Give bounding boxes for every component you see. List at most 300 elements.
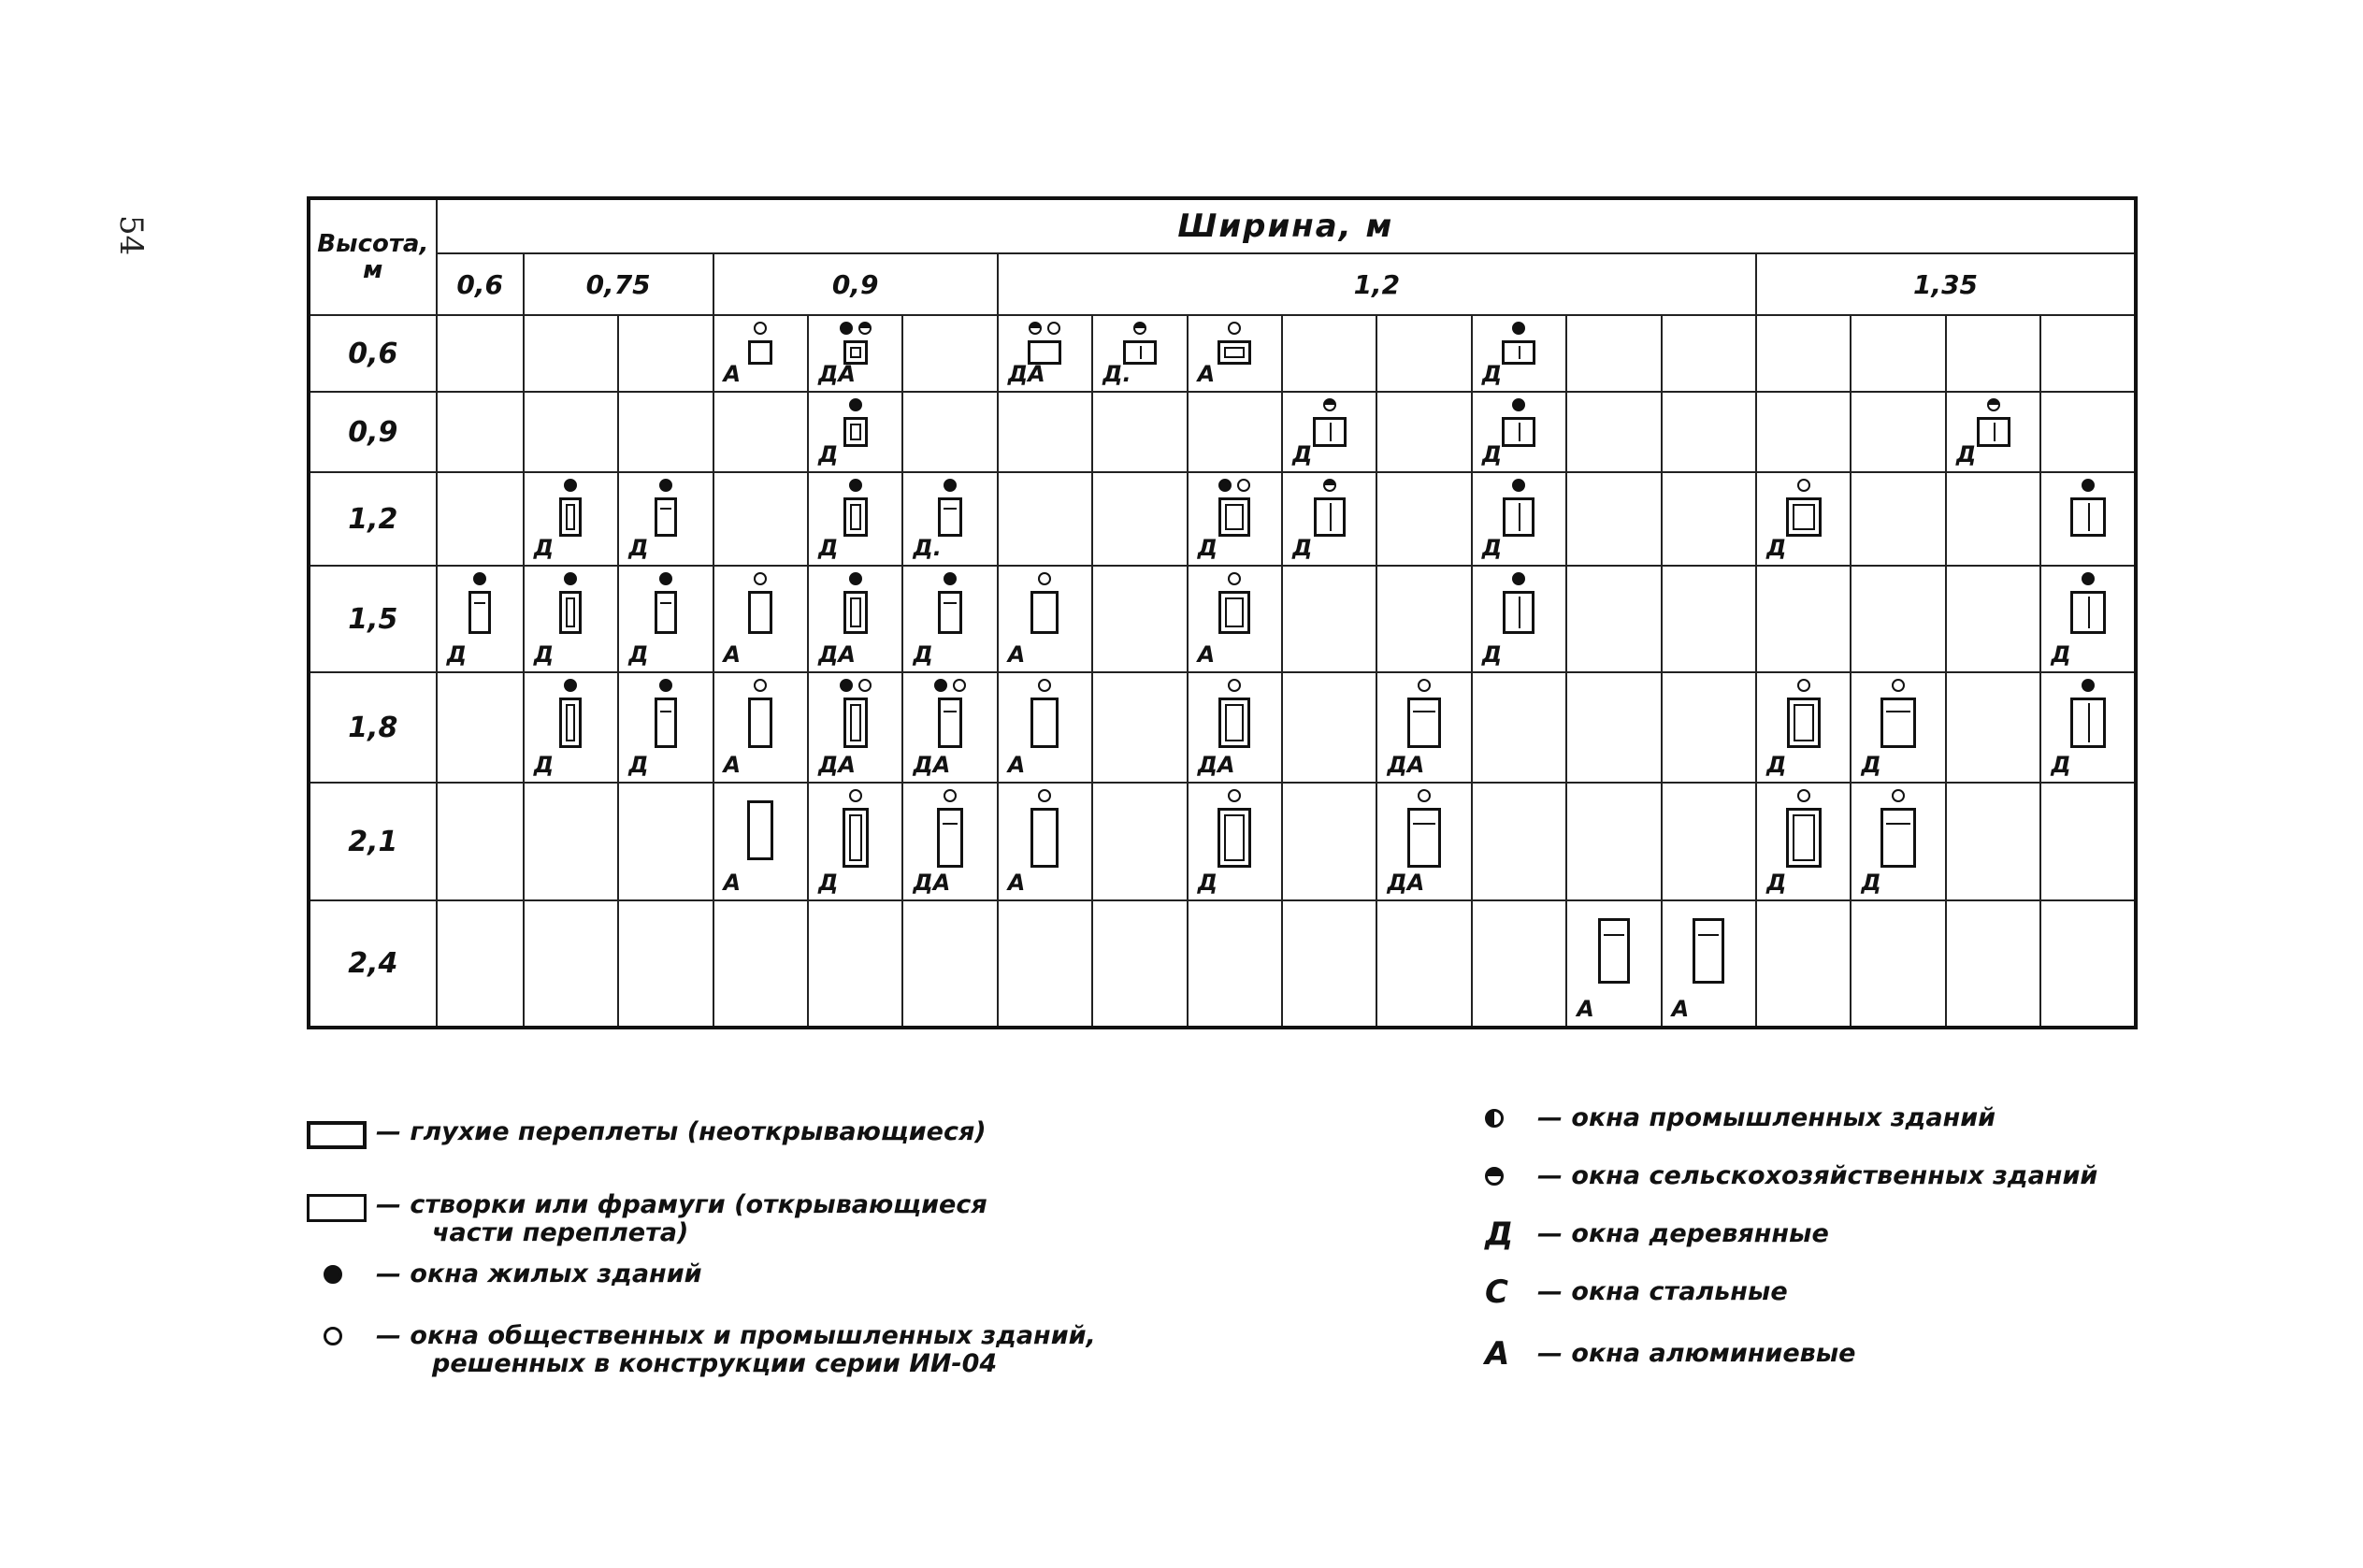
window-icon (2070, 698, 2106, 748)
empty-cell (1662, 672, 1756, 783)
window-cell (1756, 672, 1851, 783)
empty-cell (998, 472, 1092, 566)
empty-cell (1188, 392, 1282, 472)
industrial-dot-icon (1987, 398, 2000, 411)
table-row (309, 783, 2136, 900)
residential-dot-icon (944, 572, 957, 585)
material-label: ДА (913, 870, 951, 896)
material-label: Д (628, 752, 649, 778)
empty-cell (998, 900, 1092, 1028)
material-label: Д (1197, 535, 1218, 561)
height-label: 1,2 (309, 472, 437, 566)
material-label: Д (913, 641, 933, 668)
legend-text-continued: части переплета) (432, 1218, 689, 1247)
empty-cell (1946, 315, 2040, 392)
window-cell (1946, 392, 2040, 472)
window-icon (1503, 497, 1535, 537)
public-dot-icon (1418, 789, 1431, 802)
window-cell (1376, 783, 1471, 900)
empty-cell (1472, 783, 1566, 900)
empty-cell (437, 392, 524, 472)
material-label: А (723, 361, 742, 387)
window-cell (2040, 672, 2136, 783)
window-icon (748, 591, 772, 634)
empty-cell (1851, 900, 1945, 1028)
industrial-dot-icon (1029, 322, 1042, 335)
legend-text: — окна жилых зданий (376, 1259, 702, 1288)
dot-half-h-icon (1485, 1167, 1504, 1186)
window-cell (1188, 783, 1282, 900)
window-cell (808, 566, 902, 672)
window-cell (1472, 566, 1566, 672)
residential-dot-icon (659, 479, 672, 492)
window-cell (1188, 672, 1282, 783)
window-icon (1786, 497, 1822, 537)
material-label: ДА (817, 641, 856, 668)
empty-cell (1092, 392, 1187, 472)
public-dot-icon (1038, 572, 1051, 585)
empty-cell (524, 315, 618, 392)
empty-cell (1092, 672, 1187, 783)
legend-text: — окна алюминиевые (1537, 1339, 1856, 1368)
window-icon (1787, 698, 1821, 748)
window-cell (1472, 392, 1566, 472)
window-cell (1472, 472, 1566, 566)
window-icon (655, 497, 677, 537)
material-label: А (1007, 752, 1026, 778)
empty-cell (1662, 783, 1756, 900)
window-icon (1503, 591, 1535, 634)
empty-cell (618, 783, 713, 900)
window-icon (1313, 417, 1347, 447)
empty-cell (1376, 566, 1471, 672)
empty-cell (1092, 900, 1187, 1028)
window-cell (713, 315, 808, 392)
width-group-header: 0,6 (437, 253, 524, 315)
window-cell (808, 392, 902, 472)
window-icon (1030, 808, 1059, 868)
material-label: Д (817, 441, 839, 468)
table-row (309, 392, 2136, 472)
residential-dot-icon (659, 679, 672, 692)
residential-dot-icon (849, 572, 862, 585)
legend-text: — окна промышленных зданий (1537, 1103, 1996, 1132)
industrial-dot-icon (1133, 322, 1146, 335)
window-icon (938, 591, 962, 634)
empty-cell (1851, 566, 1945, 672)
window-cell (1472, 315, 1566, 392)
window-cell (1092, 315, 1187, 392)
empty-cell (1946, 566, 2040, 672)
window-icon (843, 808, 869, 868)
empty-cell (1376, 900, 1471, 1028)
legend-text: — окна общественных и промышленных зданий, (376, 1321, 1096, 1350)
legend-text: — створки или фрамуги (открывающиеся (376, 1190, 987, 1219)
window-cell (618, 472, 713, 566)
residential-dot-icon (564, 479, 577, 492)
material-label: А (1577, 996, 1594, 1022)
public-dot-icon (953, 679, 966, 692)
window-icon (1598, 918, 1630, 984)
window-cell (618, 566, 713, 672)
window-icon (2070, 497, 2106, 537)
empty-cell (1472, 900, 1566, 1028)
empty-cell (1282, 672, 1376, 783)
residential-dot-icon (2082, 679, 2095, 692)
material-label: Д (1955, 441, 1977, 468)
empty-cell (902, 315, 997, 392)
empty-cell (1851, 472, 1945, 566)
material-label: Д (1481, 441, 1503, 468)
material-label: Д (533, 641, 555, 668)
residential-dot-icon (2082, 479, 2095, 492)
material-label: ДА (913, 752, 951, 778)
window-icon (938, 698, 962, 748)
width-group-header: 1,35 (1756, 253, 2136, 315)
window-icon (559, 698, 582, 748)
public-dot-icon (754, 572, 767, 585)
window-icon (938, 497, 962, 537)
material-label: Д (1766, 870, 1787, 896)
fixed-window-icon (307, 1121, 367, 1149)
window-cell (618, 672, 713, 783)
legend-symbol: А (1485, 1335, 1510, 1373)
empty-cell (1662, 392, 1756, 472)
empty-cell (1566, 566, 1661, 672)
material-label: Д (446, 641, 467, 668)
window-cell (1851, 783, 1945, 900)
window-cell (2040, 472, 2136, 566)
window-cell (808, 783, 902, 900)
residential-dot-icon (1512, 398, 1525, 411)
public-dot-icon (754, 679, 767, 692)
residential-dot-icon (659, 572, 672, 585)
material-label: А (1007, 641, 1026, 668)
window-icon (655, 698, 677, 748)
empty-cell (1662, 472, 1756, 566)
legend-symbol: С (1485, 1273, 1508, 1311)
window-cell (1851, 672, 1945, 783)
empty-cell (1376, 315, 1471, 392)
empty-cell (2040, 392, 2136, 472)
width-group-header: 0,9 (713, 253, 998, 315)
empty-cell (1566, 672, 1661, 783)
empty-cell (902, 900, 997, 1028)
public-dot-icon (1047, 322, 1060, 335)
material-label: А (1197, 361, 1216, 387)
empty-cell (902, 392, 997, 472)
public-dot-icon (858, 679, 872, 692)
empty-cell (618, 392, 713, 472)
window-icon (2070, 591, 2106, 634)
material-label: А (723, 752, 742, 778)
window-cell (902, 566, 997, 672)
material-label: А (1671, 996, 1690, 1022)
residential-dot-icon (564, 679, 577, 692)
window-icon (559, 591, 582, 634)
public-dot-icon (1237, 479, 1250, 492)
window-icon (1977, 417, 2010, 447)
public-dot-icon (1797, 679, 1810, 692)
empty-cell (1946, 900, 2040, 1028)
height-header-unit: м (363, 256, 383, 284)
window-icon (1218, 591, 1250, 634)
residential-dot-icon (934, 679, 947, 692)
industrial-dot-icon (1323, 398, 1336, 411)
empty-cell (1851, 315, 1945, 392)
window-cell (902, 783, 997, 900)
height-header (309, 198, 437, 315)
material-label: Д (1197, 870, 1218, 896)
public-dot-icon (1797, 789, 1810, 802)
material-label: Д (533, 535, 555, 561)
empty-cell (1566, 783, 1661, 900)
residential-dot-icon (849, 479, 862, 492)
empty-cell (1946, 672, 2040, 783)
empty-cell (2040, 900, 2136, 1028)
window-icon (1030, 698, 1059, 748)
window-icon (1218, 497, 1250, 537)
window-cell (808, 315, 902, 392)
material-label: Д (1766, 752, 1787, 778)
window-icon (1693, 918, 1724, 984)
window-cell (1376, 672, 1471, 783)
material-label: А (1197, 641, 1216, 668)
empty-cell (1282, 783, 1376, 900)
legend-text: — глухие переплеты (неоткрывающиеся) (376, 1117, 987, 1146)
empty-cell (618, 315, 713, 392)
material-label: Д (2051, 641, 2071, 668)
industrial-dot-icon (858, 322, 872, 335)
empty-cell (1662, 566, 1756, 672)
legend-text-continued: решенных в конструкции серии ИИ-04 (432, 1349, 998, 1378)
material-label: ДА (1387, 752, 1425, 778)
window-cell (808, 472, 902, 566)
public-dot-icon (1797, 479, 1810, 492)
table-row (309, 900, 2136, 1028)
empty-cell (1472, 672, 1566, 783)
public-dot-icon (1228, 789, 1241, 802)
empty-cell (1282, 900, 1376, 1028)
legend-text: — окна деревянные (1537, 1219, 1829, 1248)
window-icon (1786, 808, 1822, 868)
material-label: Д (533, 752, 555, 778)
material-label: Д (1291, 441, 1313, 468)
material-label: Д (1481, 361, 1503, 387)
empty-cell (437, 315, 524, 392)
residential-dot-icon (1218, 479, 1232, 492)
material-label: Д (2051, 752, 2071, 778)
dot-open-icon (324, 1327, 342, 1345)
window-cell (902, 472, 997, 566)
empty-cell (1946, 472, 2040, 566)
window-cell (713, 783, 808, 900)
empty-cell (1851, 392, 1945, 472)
residential-dot-icon (1512, 479, 1525, 492)
height-label: 2,1 (309, 783, 437, 900)
material-label: А (723, 870, 742, 896)
empty-cell (437, 900, 524, 1028)
legend-text: — окна сельскохозяйственных зданий (1537, 1161, 2098, 1190)
material-label: Д (1766, 535, 1787, 561)
empty-cell (1566, 315, 1661, 392)
empty-cell (1662, 315, 1756, 392)
material-label: Д (1481, 535, 1503, 561)
window-icon (843, 698, 868, 748)
empty-cell (713, 900, 808, 1028)
residential-dot-icon (564, 572, 577, 585)
public-dot-icon (1418, 679, 1431, 692)
empty-cell (1756, 392, 1851, 472)
empty-cell (998, 392, 1092, 472)
window-icon (1502, 417, 1535, 447)
public-dot-icon (1892, 789, 1905, 802)
industrial-dot-icon (1323, 479, 1336, 492)
public-dot-icon (944, 789, 957, 802)
public-dot-icon (1038, 789, 1051, 802)
public-dot-icon (1038, 679, 1051, 692)
window-cell (1188, 315, 1282, 392)
window-cell (1566, 900, 1661, 1028)
window-icon (748, 698, 772, 748)
window-icon (1407, 808, 1441, 868)
table-row (309, 315, 2136, 392)
window-cell (902, 672, 997, 783)
public-dot-icon (849, 789, 862, 802)
material-label: Д. (913, 535, 942, 561)
material-label: Д (1861, 870, 1881, 896)
empty-cell (618, 900, 713, 1028)
table-row (309, 672, 2136, 783)
window-icon (468, 591, 491, 634)
window-icon (1407, 698, 1441, 748)
residential-dot-icon (2082, 572, 2095, 585)
material-label: Д (1481, 641, 1503, 668)
window-cell (1188, 566, 1282, 672)
window-icon (1218, 340, 1251, 365)
window-cell (2040, 566, 2136, 672)
empty-cell (524, 900, 618, 1028)
empty-cell (1566, 472, 1661, 566)
window-icon (1218, 808, 1251, 868)
empty-cell (1282, 566, 1376, 672)
material-label: Д (1861, 752, 1881, 778)
table-row (309, 566, 2136, 672)
window-icon (1030, 591, 1059, 634)
height-label: 1,8 (309, 672, 437, 783)
height-label: 0,6 (309, 315, 437, 392)
height-label: 0,9 (309, 392, 437, 472)
empty-cell (1282, 315, 1376, 392)
material-label: А (1007, 870, 1026, 896)
empty-cell (1756, 900, 1851, 1028)
window-icon (1218, 698, 1250, 748)
window-cell (524, 472, 618, 566)
public-dot-icon (754, 322, 767, 335)
height-label: 2,4 (309, 900, 437, 1028)
window-cell (998, 672, 1092, 783)
empty-cell (713, 392, 808, 472)
dot-half-v-icon (1485, 1109, 1504, 1128)
window-cell (998, 566, 1092, 672)
window-icon (559, 497, 582, 537)
height-header-label: Высота, (317, 230, 429, 258)
residential-dot-icon (1512, 322, 1525, 335)
window-icon (843, 591, 868, 634)
empty-cell (1756, 566, 1851, 672)
material-label: Д (1291, 535, 1313, 561)
window-cell (524, 672, 618, 783)
legend-text: — окна стальные (1537, 1277, 1788, 1306)
width-group-header: 0,75 (524, 253, 713, 315)
public-dot-icon (1228, 322, 1241, 335)
window-icon (1314, 497, 1346, 537)
empty-cell (1092, 472, 1187, 566)
window-cell (1282, 472, 1376, 566)
material-label: Д (628, 641, 649, 668)
empty-cell (437, 672, 524, 783)
window-cell (713, 566, 808, 672)
residential-dot-icon (1512, 572, 1525, 585)
empty-cell (1188, 900, 1282, 1028)
page-number: 54 (112, 215, 150, 256)
empty-cell (1092, 783, 1187, 900)
window-icon (1502, 340, 1535, 365)
window-cell (524, 566, 618, 672)
residential-dot-icon (944, 479, 957, 492)
table-row (309, 472, 2136, 566)
empty-cell (524, 783, 618, 900)
legend-symbol: Д (1485, 1216, 1514, 1253)
window-icon (748, 340, 772, 365)
material-label: ДА (817, 361, 856, 387)
empty-cell (1946, 783, 2040, 900)
dot-filled-icon (324, 1265, 342, 1284)
material-label: Д (817, 870, 839, 896)
window-cell (1282, 392, 1376, 472)
window-cell (808, 672, 902, 783)
window-sizes-table (307, 196, 2138, 1029)
empty-cell (437, 472, 524, 566)
window-cell (1756, 783, 1851, 900)
height-label: 1,5 (309, 566, 437, 672)
material-label: ДА (1387, 870, 1425, 896)
window-icon (843, 497, 868, 537)
window-icon (843, 417, 868, 447)
window-cell (998, 315, 1092, 392)
window-cell (1756, 472, 1851, 566)
empty-cell (1092, 566, 1187, 672)
material-label: ДА (1197, 752, 1235, 778)
empty-cell (1566, 392, 1661, 472)
window-icon (1880, 698, 1916, 748)
material-label: ДА (1007, 361, 1045, 387)
empty-cell (1756, 315, 1851, 392)
empty-cell (713, 472, 808, 566)
empty-cell (1376, 472, 1471, 566)
material-label: Д (817, 535, 839, 561)
residential-dot-icon (840, 679, 853, 692)
empty-cell (808, 900, 902, 1028)
sash-window-icon (307, 1194, 367, 1222)
material-label: ДА (817, 752, 856, 778)
empty-cell (2040, 315, 2136, 392)
empty-cell (1376, 392, 1471, 472)
material-label: Д (628, 535, 649, 561)
material-label: А (723, 641, 742, 668)
public-dot-icon (1228, 572, 1241, 585)
residential-dot-icon (849, 398, 862, 411)
